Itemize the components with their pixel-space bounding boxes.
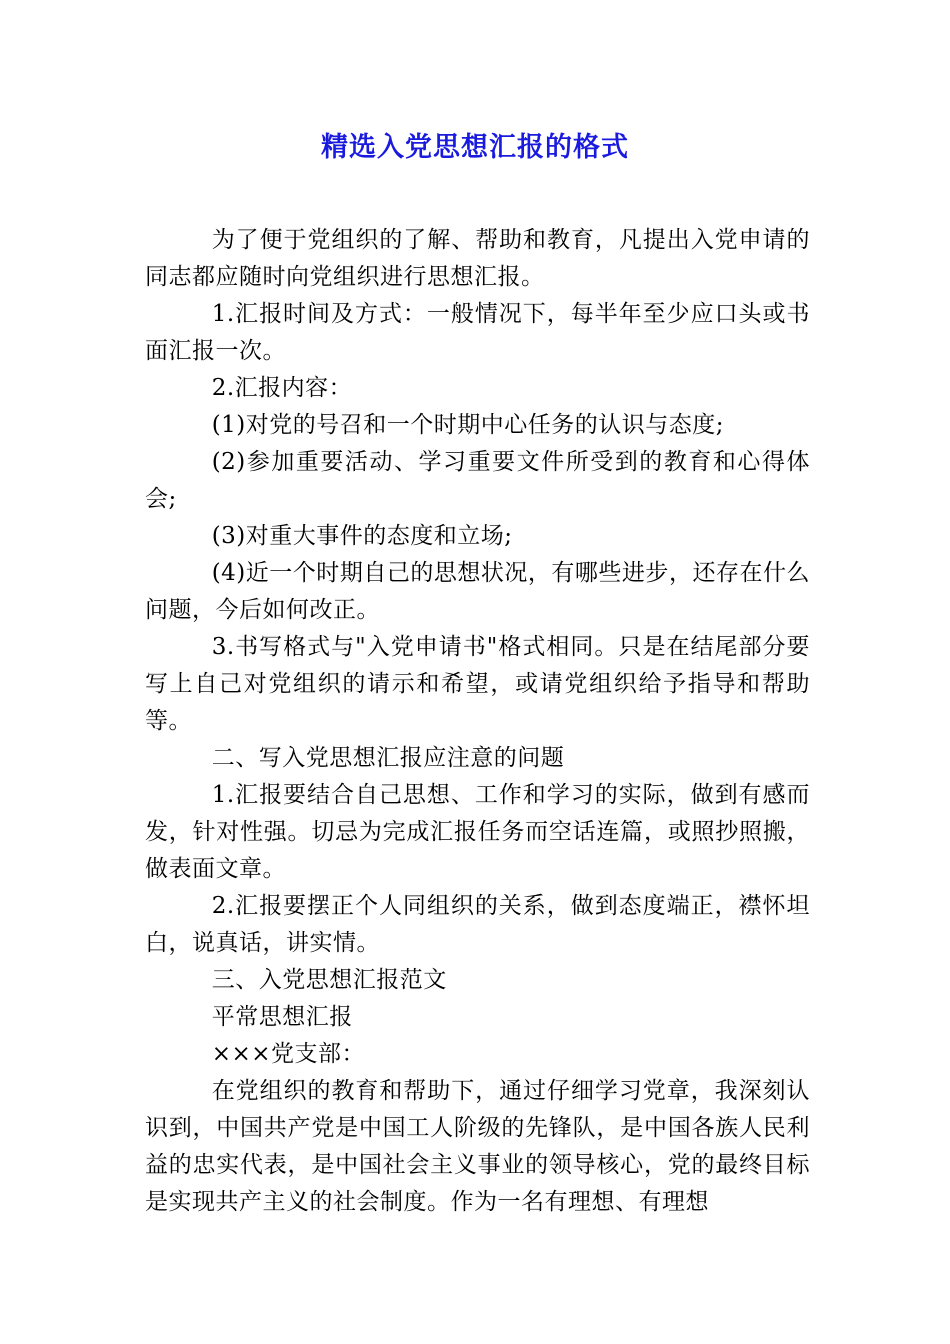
sample-title: 平常思想汇报 [211,1004,353,1030]
paragraph: (3)对重大事件的态度和立场; [211,523,513,549]
document-title: 精选入党思想汇报的格式 [321,132,629,163]
paragraph: (4)近一个时期自己的思想状况，有哪些进步，还存在什么问题，今后如何改正。 [145,560,810,623]
section-heading: 三、入党思想汇报范文 [211,967,447,993]
paragraph: 1.汇报时间及方式：一般情况下，每半年至少应口头或书面汇报一次。 [145,301,810,364]
paragraph: 3.书写格式与"入党申请书"格式相同。只是在结尾部分要写上自己对党组织的请示和希望，或请党组织给予指导和帮助等。 [145,634,810,734]
document-body [145,222,810,1221]
paragraph: (2)参加重要活动、学习重要文件所受到的教育和心得体会; [145,449,810,512]
salutation: ×××党支部： [211,1041,366,1067]
paragraph: 在党组织的教育和帮助下，通过仔细学习党章，我深刻认识到，中国共产党是中国工人阶级的先锋队，是中国各族人民利益的忠实代表，是中国社会主义事业的领导核心，党的最终目标是实现共产主义的社会制度。作为一名有理想、有理想 [145,1078,810,1215]
section-heading: 二、写入党思想汇报应注意的问题 [211,745,565,771]
paragraph: 2.汇报内容： [211,375,353,401]
paragraph: 1.汇报要结合自己思想、工作和学习的实际，做到有感而发，针对性强。切忌为完成汇报任务而空话连篇，或照抄照搬，做表面文章。 [145,782,810,882]
paragraph: (1)对党的号召和一个时期中心任务的认识与态度; [211,412,725,438]
paragraph: 2.汇报要摆正个人同组织的关系，做到态度端正，襟怀坦白，说真话，讲实情。 [145,893,810,956]
paragraph: 为了便于党组织的了解、帮助和教育，凡提出入党申请的同志都应随时向党组织进行思想汇报。 [145,227,810,290]
